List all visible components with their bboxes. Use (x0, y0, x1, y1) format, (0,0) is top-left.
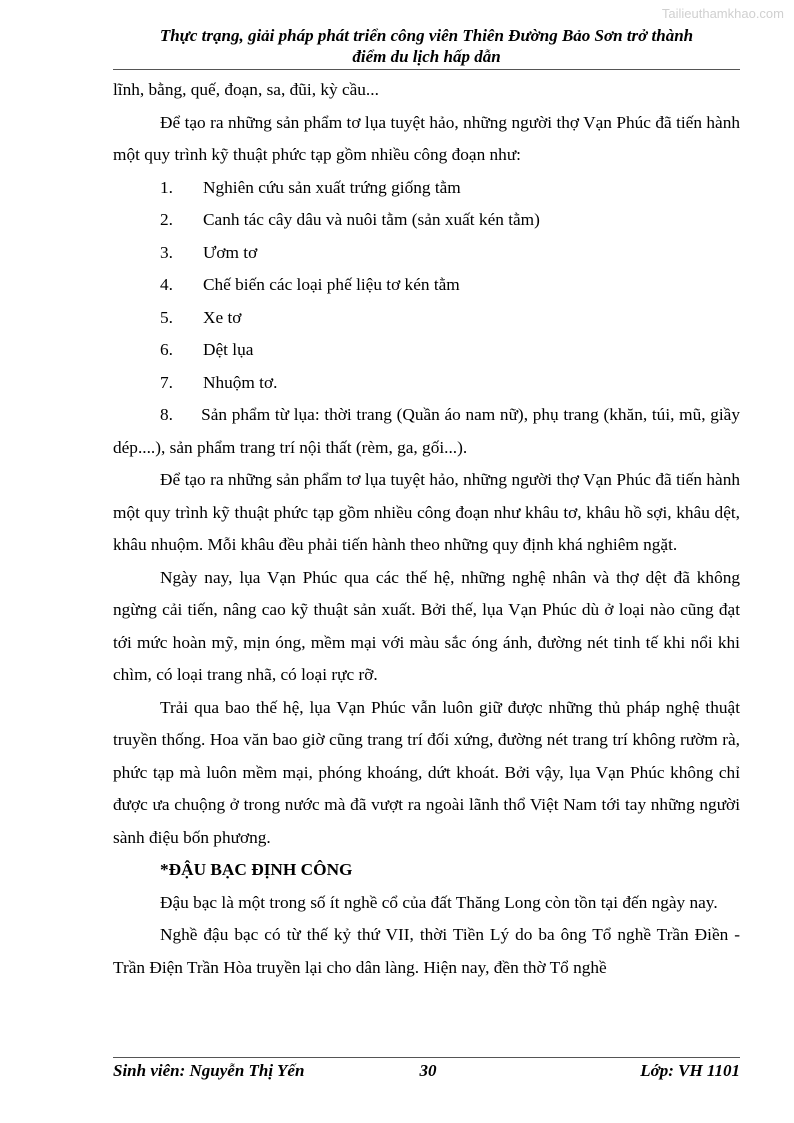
page-header (113, 25, 740, 67)
list-item: 2. Canh tác cây dâu và nuôi tằm (sản xuất kén tằm) (160, 210, 540, 229)
body-text (113, 74, 740, 984)
page-footer (113, 1061, 740, 1085)
watermark: Tailieuthamkhao.com (661, 6, 784, 21)
section-heading: *ĐẬU BẠC ĐỊNH CÔNG (160, 860, 353, 879)
page-number: 30 (419, 1061, 437, 1080)
header-title-line-2: điểm du lịch hấp dẫn (352, 47, 501, 66)
list-item: 7. Nhuộm tơ. (160, 372, 278, 392)
footer-divider (113, 1057, 740, 1058)
header-title-line-1: Thực trạng, giải pháp phát triển công viên Thiên Đường Bảo Sơn trở thành (159, 26, 694, 45)
header-divider (113, 69, 740, 70)
list-item: 3. Ươm tơ (160, 242, 258, 262)
list-item-8: 8. Sản phẩm từ lụa: thời trang (Quần áo nam nữ), phụ trang (khăn, túi, mũ, giầy dép....), sản phẩm trang trí nội thất (rèm, ga, gối...). (113, 405, 740, 457)
footer-class: Lớp: VH 1101 (640, 1061, 740, 1080)
paragraph-5: Đậu bạc là một trong số ít nghề cổ của đất Thăng Long còn tồn tại đến ngày nay. (160, 892, 718, 912)
list-item: 5. Xe tơ (160, 307, 242, 327)
paragraph-0: lĩnh, bằng, quế, đoạn, sa, đũi, kỳ cầu... (113, 80, 379, 99)
footer-student: Sinh viên: Nguyễn Thị Yến (113, 1061, 305, 1080)
paragraph-4: Trải qua bao thế hệ, lụa Vạn Phúc vẫn luôn giữ được những thủ pháp nghệ thuật truyền thống. Hoa văn bao giờ cũng trang trí đối xứng, đường nét trang trí không rườm rà, phức tạp mà luôn mềm mại, phóng khoáng, dứt khoát. Bởi vậy, lụa Vạn Phúc không chỉ được ưa chuộng ở trong nước mà đã vượt ra ngoài lãnh thổ Việt Nam tới tay những người sành điệu bốn phương. (113, 697, 740, 847)
paragraph-2: Để tạo ra những sản phẩm tơ lụa tuyệt hảo, những người thợ Vạn Phúc đã tiến hành một quy trình kỹ thuật phức tạp gồm nhiều công đoạn như khâu tơ, khâu hồ sợi, khâu dệt, khâu nhuộm. Mỗi khâu đều phải tiến hành theo những quy định khá nghiêm ngặt. (113, 470, 740, 554)
paragraph-1: Để tạo ra những sản phẩm tơ lụa tuyệt hảo, những người thợ Vạn Phúc đã tiến hành một quy trình kỹ thuật phức tạp gồm nhiều công đoạn như: (113, 112, 740, 164)
list-item: 4. Chế biến các loại phế liệu tơ kén tằm (160, 275, 460, 294)
paragraph-6: Nghề đậu bạc có từ thế kỷ thứ VII, thời Tiền Lý do ba ông Tổ nghề Trần Điền - Trần Điện Trần Hòa truyền lại cho dân làng. Hiện nay, đền thờ Tổ nghề (113, 925, 740, 977)
list-item: 6. Dệt lụa (160, 340, 254, 359)
list-item: 1. Nghiên cứu sản xuất trứng giống tằm (160, 177, 461, 197)
paragraph-3: Ngày nay, lụa Vạn Phúc qua các thế hệ, những nghệ nhân và thợ dệt đã không ngừng cải tiến, nâng cao kỹ thuật sản xuất. Bởi thế, lụa Vạn Phúc dù ở loại nào cũng đạt tới mức hoàn mỹ, mịn óng, mềm mại với màu sắc óng ánh, đường nét tinh tế khi nổi khi chìm, có loại trang nhã, có loại rực rỡ. (113, 567, 740, 684)
